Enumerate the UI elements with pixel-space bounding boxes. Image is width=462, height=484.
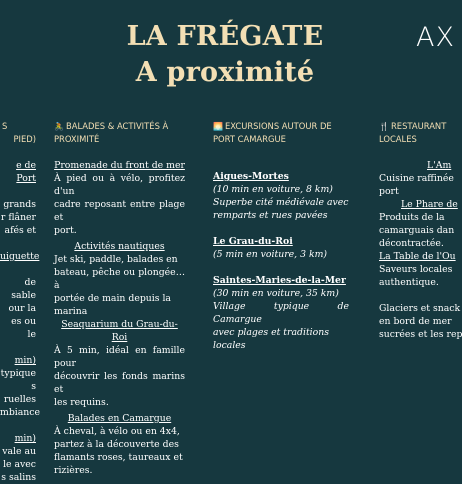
bicycle-icon: 🚴 [54, 122, 64, 131]
restaurant-name: La Table de l'Ou [379, 251, 456, 262]
place-link: min) [14, 355, 36, 366]
page-title: LA FRÉGATE [126, 21, 324, 52]
place-link: e de Port [16, 160, 36, 184]
fork-knife-icon: 🍴 [379, 122, 389, 131]
page-subtitle: A proximité [135, 57, 315, 88]
place-name: Saintes-Maries-de-la-Mer [213, 275, 346, 286]
activity-title: Balades en Camargue [67, 413, 172, 424]
activity-title: Activités nautiques [74, 241, 165, 252]
activity-title: Seaquarium du Grau-du-Roi [61, 319, 178, 343]
column-restaurants: 🍴 RESTAURANT LOCALES L'Am Cuisine raffinée port Le Phare de Produits de la camarguais dan décontractée. La Table de l'Ou Saveurs locales authentique. Glaciers et snack en bord de mer sucrées et les rep [379, 121, 462, 340]
brand-logo: AX [416, 22, 455, 53]
column-activities: 🚴 BALADES & ACTIVITÉS À PROXIMITÉ Promenade du front de mer À pied ou à vélo, profitez d'un cadre reposant entre plage et port. Activités nautiques Jet ski, paddle, balades en bateau, pêche ou plongée… à portée de main depuis la marina Seaquarium du Grau-du-Roi À 5 min, idéal en famille pour découvrir les fonds marins et les requins. Balades en Camargue À cheval, à vélo ou en 4x4, partez à la découverte des flamants roses, taureaux et rizières. [54, 121, 185, 476]
place-name: Aigues-Mortes [213, 171, 289, 182]
column-walking: S PIED) e de Port grands r flâner afés et uiguette de sable our la es ou le min) typique s ruelles mbiance min) vale au le avec s salins [0, 121, 40, 483]
place-link: uiguette [0, 251, 40, 262]
restaurant-name: L'Am [427, 160, 452, 171]
activity-title: Promenade du front de mer [54, 160, 185, 171]
place-name: Le Grau-du-Roi [213, 236, 293, 247]
column-excursions-heading: 🌅 EXCURSIONS AUTOUR DE PORT CAMARGUE [213, 121, 332, 144]
sunrise-icon: 🌅 [213, 122, 223, 131]
column-excursions: 🌅 EXCURSIONS AUTOUR DE PORT CAMARGUE Aigues-Mortes (10 min en voiture, 8 km) Superbe cité médiévale avec remparts et rues pavées Le Grau-du-Roi (5 min en voiture, 3 km) Saintes-Maries-de-la-Mer (30 min en voiture, 35 km) Village typique de Camargue avec plages et traditions locales [213, 121, 349, 351]
column-activities-heading: 🚴 BALADES & ACTIVITÉS À PROXIMITÉ [54, 121, 169, 144]
restaurant-name: Le Phare de [401, 199, 458, 210]
column-restaurants-heading: 🍴 RESTAURANT LOCALES [379, 121, 447, 144]
column-walking-heading: S PIED) [2, 121, 36, 144]
place-link: min) [14, 433, 36, 444]
